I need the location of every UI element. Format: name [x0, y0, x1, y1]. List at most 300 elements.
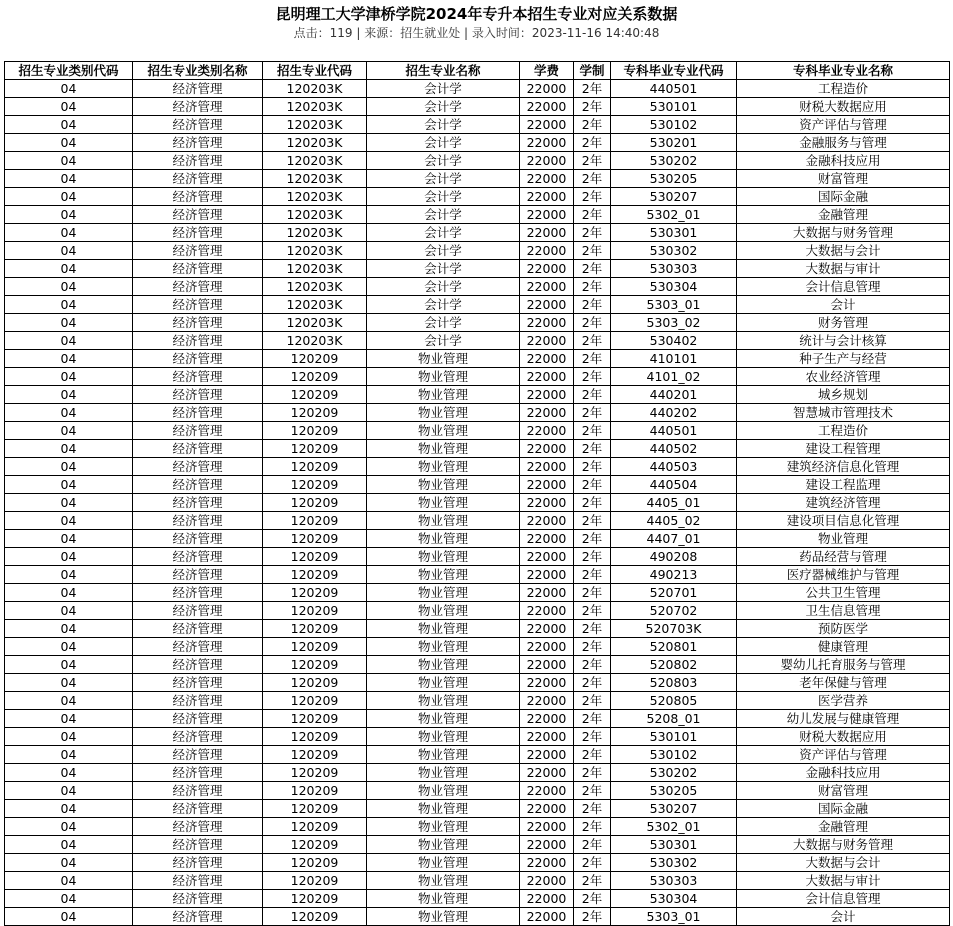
table-cell: 2年	[574, 494, 611, 512]
table-cell: 物业管理	[367, 422, 520, 440]
table-cell: 物业管理	[367, 368, 520, 386]
table-row	[5, 836, 950, 854]
table-cell: 22000	[520, 98, 574, 116]
table-cell: 22000	[520, 476, 574, 494]
table-cell: 资产评估与管理	[737, 116, 950, 134]
table-cell: 大数据与审计	[737, 872, 950, 890]
table-cell: 经济管理	[133, 494, 263, 512]
table-cell: 2年	[574, 872, 611, 890]
table-cell: 会计学	[367, 206, 520, 224]
table-cell: 04	[5, 80, 133, 98]
table-row	[5, 98, 950, 116]
table-cell: 种子生产与经营	[737, 350, 950, 368]
table-row	[5, 656, 950, 674]
table-cell: 物业管理	[367, 548, 520, 566]
table-cell: 04	[5, 332, 133, 350]
table-cell: 22000	[520, 764, 574, 782]
table-row	[5, 170, 950, 188]
table-cell: 建筑经济信息化管理	[737, 458, 950, 476]
table-cell: 2年	[574, 656, 611, 674]
table-cell: 2年	[574, 620, 611, 638]
table-cell: 卫生信息管理	[737, 602, 950, 620]
table-cell: 120209	[263, 890, 367, 908]
table-cell: 22000	[520, 152, 574, 170]
table-cell: 物业管理	[367, 494, 520, 512]
table-cell: 会计学	[367, 170, 520, 188]
table-cell: 经济管理	[133, 890, 263, 908]
clicks-count: 119	[329, 26, 353, 40]
table-cell: 经济管理	[133, 242, 263, 260]
table-cell: 120203K	[263, 296, 367, 314]
table-cell: 520801	[611, 638, 737, 656]
table-cell: 530303	[611, 260, 737, 278]
table-row	[5, 332, 950, 350]
table-cell: 22000	[520, 422, 574, 440]
table-cell: 04	[5, 512, 133, 530]
table-cell: 2年	[574, 728, 611, 746]
table-cell: 会计学	[367, 188, 520, 206]
table-cell: 22000	[520, 746, 574, 764]
table-cell: 04	[5, 422, 133, 440]
table-cell: 2年	[574, 530, 611, 548]
table-cell: 04	[5, 854, 133, 872]
table-cell: 22000	[520, 530, 574, 548]
table-cell: 财富管理	[737, 782, 950, 800]
table-row	[5, 80, 950, 98]
table-cell: 530205	[611, 782, 737, 800]
table-cell: 04	[5, 386, 133, 404]
table-cell: 2年	[574, 332, 611, 350]
column-header: 专科毕业专业名称	[737, 62, 950, 80]
table-cell: 2年	[574, 854, 611, 872]
table-cell: 经济管理	[133, 278, 263, 296]
article-meta	[0, 25, 953, 41]
table-cell: 04	[5, 404, 133, 422]
table-cell: 04	[5, 368, 133, 386]
table-row	[5, 584, 950, 602]
table-cell: 04	[5, 314, 133, 332]
table-row	[5, 206, 950, 224]
table-cell: 经济管理	[133, 296, 263, 314]
table-cell: 2年	[574, 260, 611, 278]
table-row	[5, 242, 950, 260]
table-cell: 经济管理	[133, 332, 263, 350]
table-cell: 520703K	[611, 620, 737, 638]
table-cell: 22000	[520, 908, 574, 926]
table-cell: 530302	[611, 242, 737, 260]
table-cell: 04	[5, 674, 133, 692]
table-cell: 2年	[574, 242, 611, 260]
table-cell: 2年	[574, 314, 611, 332]
table-cell: 会计学	[367, 80, 520, 98]
table-cell: 04	[5, 98, 133, 116]
table-cell: 120209	[263, 350, 367, 368]
table-cell: 04	[5, 890, 133, 908]
table-cell: 会计学	[367, 98, 520, 116]
table-cell: 440501	[611, 422, 737, 440]
column-header: 招生专业类别名称	[133, 62, 263, 80]
table-cell: 大数据与财务管理	[737, 224, 950, 242]
table-cell: 120209	[263, 746, 367, 764]
table-cell: 120203K	[263, 278, 367, 296]
table-cell: 金融服务与管理	[737, 134, 950, 152]
table-cell: 22000	[520, 260, 574, 278]
table-cell: 金融管理	[737, 206, 950, 224]
table-cell: 04	[5, 458, 133, 476]
table-cell: 老年保健与管理	[737, 674, 950, 692]
table-cell: 22000	[520, 206, 574, 224]
table-cell: 大数据与会计	[737, 854, 950, 872]
table-cell: 22000	[520, 494, 574, 512]
table-cell: 物业管理	[367, 710, 520, 728]
table-cell: 04	[5, 296, 133, 314]
table-cell: 经济管理	[133, 260, 263, 278]
table-cell: 04	[5, 206, 133, 224]
table-cell: 04	[5, 728, 133, 746]
table-cell: 22000	[520, 692, 574, 710]
column-header: 招生专业类别代码	[5, 62, 133, 80]
table-cell: 530202	[611, 152, 737, 170]
table-cell: 440504	[611, 476, 737, 494]
table-cell: 经济管理	[133, 692, 263, 710]
table-row	[5, 638, 950, 656]
table-cell: 物业管理	[367, 872, 520, 890]
table-cell: 120203K	[263, 134, 367, 152]
table-cell: 经济管理	[133, 638, 263, 656]
table-cell: 04	[5, 242, 133, 260]
table-cell: 04	[5, 872, 133, 890]
table-cell: 530201	[611, 134, 737, 152]
table-cell: 04	[5, 440, 133, 458]
table-cell: 财税大数据应用	[737, 98, 950, 116]
table-cell: 经济管理	[133, 656, 263, 674]
meta-separator: |	[460, 26, 472, 40]
table-cell: 2年	[574, 224, 611, 242]
table-cell: 2年	[574, 440, 611, 458]
table-cell: 530101	[611, 728, 737, 746]
table-cell: 530202	[611, 764, 737, 782]
table-cell: 经济管理	[133, 206, 263, 224]
table-cell: 04	[5, 836, 133, 854]
table-cell: 物业管理	[367, 728, 520, 746]
table-cell: 22000	[520, 224, 574, 242]
table-cell: 530207	[611, 800, 737, 818]
table-cell: 440202	[611, 404, 737, 422]
table-cell: 530302	[611, 854, 737, 872]
table-cell: 2年	[574, 890, 611, 908]
table-cell: 120209	[263, 530, 367, 548]
table-cell: 04	[5, 584, 133, 602]
table-cell: 物业管理	[367, 440, 520, 458]
table-row	[5, 152, 950, 170]
table-row	[5, 872, 950, 890]
table-row	[5, 314, 950, 332]
table-cell: 2年	[574, 80, 611, 98]
table-cell: 经济管理	[133, 584, 263, 602]
table-cell: 物业管理	[367, 386, 520, 404]
table-cell: 会计学	[367, 134, 520, 152]
table-cell: 120209	[263, 440, 367, 458]
table-cell: 120203K	[263, 224, 367, 242]
table-cell: 04	[5, 818, 133, 836]
table-cell: 22000	[520, 818, 574, 836]
table-cell: 物业管理	[367, 782, 520, 800]
table-cell: 120209	[263, 908, 367, 926]
table-row	[5, 890, 950, 908]
table-cell: 物业管理	[367, 458, 520, 476]
table-cell: 22000	[520, 332, 574, 350]
table-cell: 04	[5, 908, 133, 926]
table-cell: 04	[5, 350, 133, 368]
table-row	[5, 188, 950, 206]
table-cell: 财务管理	[737, 314, 950, 332]
table-row	[5, 422, 950, 440]
table-cell: 120209	[263, 620, 367, 638]
table-cell: 2年	[574, 836, 611, 854]
table-cell: 经济管理	[133, 116, 263, 134]
table-row	[5, 440, 950, 458]
table-cell: 金融管理	[737, 818, 950, 836]
table-cell: 120203K	[263, 170, 367, 188]
table-cell: 2年	[574, 638, 611, 656]
table-cell: 2年	[574, 818, 611, 836]
table-cell: 财富管理	[737, 170, 950, 188]
table-cell: 国际金融	[737, 800, 950, 818]
table-row	[5, 764, 950, 782]
table-cell: 120209	[263, 512, 367, 530]
table-cell: 2年	[574, 674, 611, 692]
table-cell: 22000	[520, 188, 574, 206]
table-cell: 物业管理	[367, 800, 520, 818]
table-cell: 财税大数据应用	[737, 728, 950, 746]
table-cell: 04	[5, 764, 133, 782]
table-cell: 经济管理	[133, 98, 263, 116]
table-cell: 婴幼儿托育服务与管理	[737, 656, 950, 674]
table-cell: 520701	[611, 584, 737, 602]
table-row	[5, 782, 950, 800]
table-cell: 会计学	[367, 242, 520, 260]
table-cell: 经济管理	[133, 818, 263, 836]
table-cell: 410101	[611, 350, 737, 368]
table-row	[5, 404, 950, 422]
table-cell: 经济管理	[133, 872, 263, 890]
table-cell: 经济管理	[133, 854, 263, 872]
table-cell: 120203K	[263, 80, 367, 98]
table-cell: 22000	[520, 782, 574, 800]
table-cell: 预防医学	[737, 620, 950, 638]
table-cell: 120209	[263, 836, 367, 854]
table-cell: 22000	[520, 242, 574, 260]
table-cell: 会计学	[367, 332, 520, 350]
page-title: 昆明理工大学津桥学院2024年专升本招生专业对应关系数据	[275, 5, 678, 23]
table-cell: 医学营养	[737, 692, 950, 710]
table-cell: 120203K	[263, 332, 367, 350]
table-cell: 22000	[520, 116, 574, 134]
table-cell: 经济管理	[133, 188, 263, 206]
table-row	[5, 512, 950, 530]
table-cell: 120209	[263, 368, 367, 386]
table-cell: 04	[5, 188, 133, 206]
table-header-row	[5, 62, 950, 80]
table-cell: 经济管理	[133, 710, 263, 728]
table-cell: 22000	[520, 278, 574, 296]
table-cell: 物业管理	[367, 764, 520, 782]
column-header: 招生专业代码	[263, 62, 367, 80]
column-header: 招生专业名称	[367, 62, 520, 80]
table-cell: 物业管理	[367, 656, 520, 674]
table-cell: 2年	[574, 134, 611, 152]
table-row	[5, 800, 950, 818]
table-cell: 120209	[263, 602, 367, 620]
table-cell: 5303_01	[611, 908, 737, 926]
table-cell: 120209	[263, 458, 367, 476]
table-cell: 04	[5, 638, 133, 656]
table-cell: 5208_01	[611, 710, 737, 728]
table-cell: 4101_02	[611, 368, 737, 386]
table-cell: 530301	[611, 836, 737, 854]
table-cell: 530301	[611, 224, 737, 242]
table-cell: 会计学	[367, 296, 520, 314]
table-cell: 物业管理	[367, 674, 520, 692]
table-row	[5, 260, 950, 278]
table-cell: 经济管理	[133, 224, 263, 242]
table-cell: 金融科技应用	[737, 764, 950, 782]
table-cell: 经济管理	[133, 530, 263, 548]
table-row	[5, 224, 950, 242]
table-cell: 2年	[574, 116, 611, 134]
table-row	[5, 458, 950, 476]
table-cell: 经济管理	[133, 386, 263, 404]
table-cell: 统计与会计核算	[737, 332, 950, 350]
entry-time-label: 录入时间：	[471, 26, 532, 40]
table-cell: 经济管理	[133, 728, 263, 746]
table-cell: 530303	[611, 872, 737, 890]
table-cell: 22000	[520, 620, 574, 638]
table-cell: 物业管理	[737, 530, 950, 548]
table-row	[5, 548, 950, 566]
table-cell: 22000	[520, 836, 574, 854]
table-cell: 2年	[574, 350, 611, 368]
table-cell: 120209	[263, 422, 367, 440]
table-cell: 2年	[574, 206, 611, 224]
table-cell: 经济管理	[133, 476, 263, 494]
table-cell: 经济管理	[133, 764, 263, 782]
table-cell: 120209	[263, 800, 367, 818]
table-cell: 2年	[574, 98, 611, 116]
table-cell: 5302_01	[611, 206, 737, 224]
table-cell: 22000	[520, 350, 574, 368]
major-mapping-table	[4, 61, 950, 926]
table-cell: 金融科技应用	[737, 152, 950, 170]
table-row	[5, 296, 950, 314]
table-row	[5, 386, 950, 404]
table-cell: 2年	[574, 908, 611, 926]
table-cell: 物业管理	[367, 512, 520, 530]
table-cell: 物业管理	[367, 854, 520, 872]
table-cell: 120203K	[263, 260, 367, 278]
table-cell: 120209	[263, 584, 367, 602]
table-cell: 440201	[611, 386, 737, 404]
table-cell: 农业经济管理	[737, 368, 950, 386]
table-cell: 2年	[574, 170, 611, 188]
table-cell: 会计学	[367, 116, 520, 134]
table-row	[5, 908, 950, 926]
table-cell: 经济管理	[133, 674, 263, 692]
table-cell: 2年	[574, 746, 611, 764]
table-cell: 幼儿发展与健康管理	[737, 710, 950, 728]
table-cell: 22000	[520, 854, 574, 872]
table-cell: 04	[5, 746, 133, 764]
table-cell: 120209	[263, 638, 367, 656]
table-row	[5, 602, 950, 620]
table-cell: 大数据与会计	[737, 242, 950, 260]
table-cell: 120209	[263, 710, 367, 728]
table-cell: 22000	[520, 656, 574, 674]
table-cell: 04	[5, 692, 133, 710]
table-row	[5, 728, 950, 746]
table-cell: 440503	[611, 458, 737, 476]
table-cell: 建筑经济管理	[737, 494, 950, 512]
table-cell: 国际金融	[737, 188, 950, 206]
table-cell: 工程造价	[737, 422, 950, 440]
table-cell: 5302_01	[611, 818, 737, 836]
table-cell: 2年	[574, 458, 611, 476]
table-row	[5, 710, 950, 728]
table-cell: 物业管理	[367, 350, 520, 368]
table-cell: 520702	[611, 602, 737, 620]
table-cell: 120203K	[263, 242, 367, 260]
table-cell: 经济管理	[133, 440, 263, 458]
table-cell: 经济管理	[133, 80, 263, 98]
table-cell: 经济管理	[133, 620, 263, 638]
table-cell: 会计信息管理	[737, 278, 950, 296]
table-cell: 经济管理	[133, 548, 263, 566]
table-cell: 490208	[611, 548, 737, 566]
table-cell: 建设工程管理	[737, 440, 950, 458]
table-cell: 22000	[520, 602, 574, 620]
table-cell: 2年	[574, 404, 611, 422]
table-cell: 22000	[520, 80, 574, 98]
entry-time-value: 2023-11-16 14:40:48	[531, 26, 660, 40]
table-cell: 04	[5, 800, 133, 818]
table-cell: 经济管理	[133, 800, 263, 818]
table-cell: 2年	[574, 602, 611, 620]
table-cell: 会计信息管理	[737, 890, 950, 908]
table-cell: 2年	[574, 782, 611, 800]
table-cell: 440501	[611, 80, 737, 98]
meta-separator: |	[352, 26, 365, 40]
table-cell: 经济管理	[133, 152, 263, 170]
table-cell: 经济管理	[133, 350, 263, 368]
table-row	[5, 350, 950, 368]
table-cell: 会计	[737, 908, 950, 926]
table-cell: 2年	[574, 692, 611, 710]
table-cell: 经济管理	[133, 368, 263, 386]
table-cell: 2年	[574, 278, 611, 296]
table-cell: 22000	[520, 566, 574, 584]
table-cell: 2年	[574, 764, 611, 782]
table-cell: 120203K	[263, 314, 367, 332]
table-cell: 22000	[520, 512, 574, 530]
table-cell: 04	[5, 782, 133, 800]
table-cell: 530101	[611, 98, 737, 116]
table-cell: 智慧城市管理技术	[737, 404, 950, 422]
table-cell: 04	[5, 656, 133, 674]
table-cell: 2年	[574, 386, 611, 404]
table-cell: 520802	[611, 656, 737, 674]
table-cell: 2年	[574, 548, 611, 566]
table-cell: 会计学	[367, 224, 520, 242]
